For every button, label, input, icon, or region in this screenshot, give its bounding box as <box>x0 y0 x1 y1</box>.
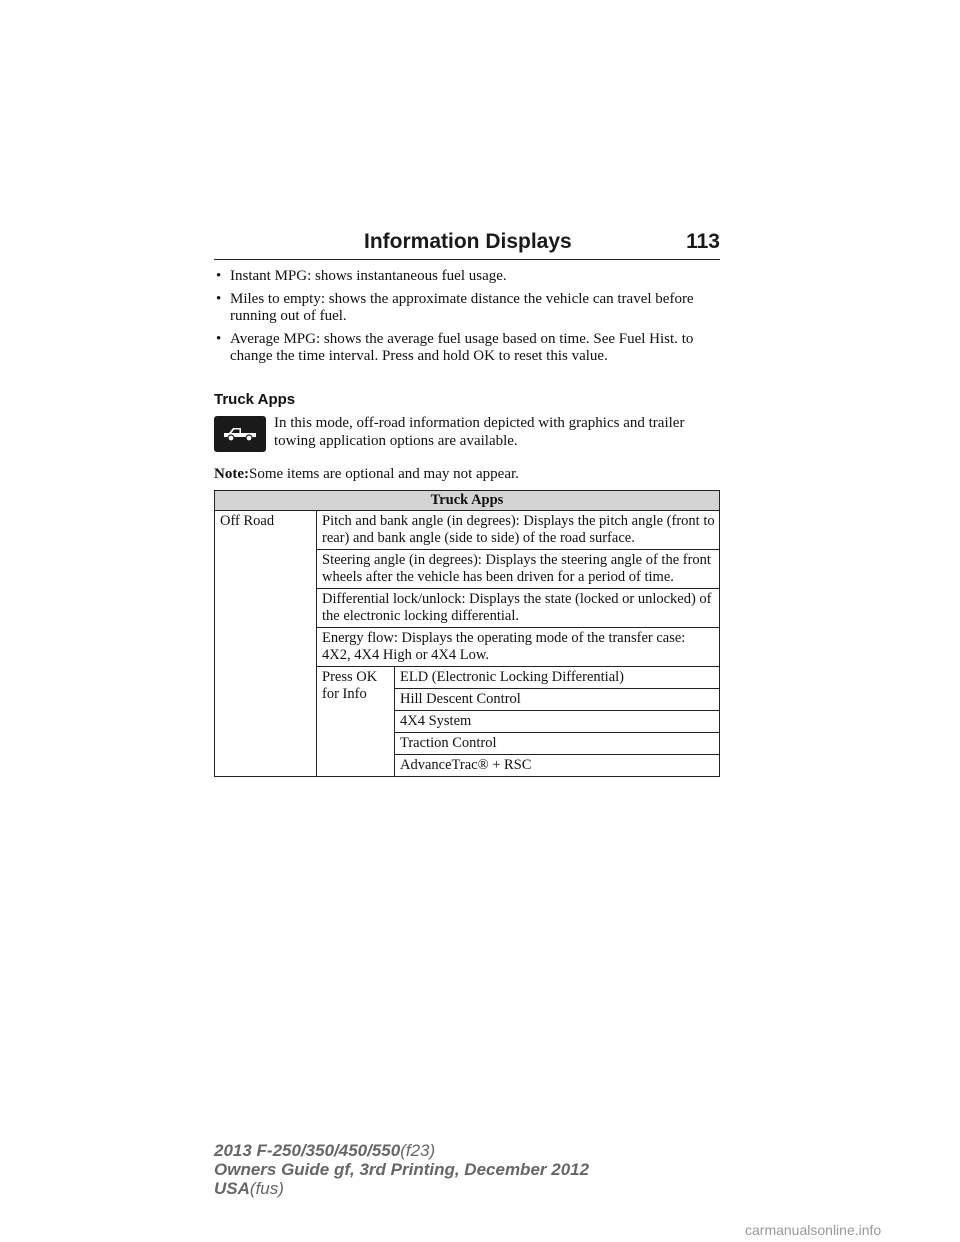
bullet-glyph: • <box>216 291 222 307</box>
page-number: 113 <box>686 230 720 253</box>
bullet-glyph: • <box>216 268 222 284</box>
footer-model-code: (f23) <box>400 1141 436 1160</box>
table-header: Truck Apps <box>215 491 720 511</box>
mode-description: In this mode, off-road information depicted with graphics and trailer towing application options are available. <box>274 415 685 449</box>
footer-line-1 <box>214 1141 589 1160</box>
footer-region-code: (fus) <box>249 1179 284 1198</box>
table-cell: Energy flow: Displays the operating mode of the transfer case: 4X2, 4X4 High or 4X4 Low. <box>317 628 720 667</box>
table-cell: Differential lock/unlock: Displays the state (locked or unlocked) of the electronic locking differential. <box>317 589 720 628</box>
list-item <box>216 291 726 325</box>
table-cell: Pitch and bank angle (in degrees): Displays the pitch angle (front to rear) and bank angle (side to side) of the road surface. <box>317 511 720 550</box>
note <box>214 466 519 483</box>
list-item-text: Instant MPG: shows instantaneous fuel usage. <box>230 268 507 284</box>
info-item: ELD (Electronic Locking Differential) <box>395 667 720 689</box>
info-item: AdvanceTrac® + RSC <box>395 755 720 777</box>
bullet-glyph: • <box>216 331 222 347</box>
list-item <box>216 268 726 285</box>
section-heading: Truck Apps <box>214 391 296 408</box>
truck-apps-table <box>214 490 720 777</box>
table-category: Off Road <box>215 511 317 777</box>
note-label: Note: <box>214 466 249 482</box>
page-header <box>214 230 720 260</box>
bullet-list <box>216 268 726 371</box>
note-text: Some items are optional and may not appear. <box>248 466 519 482</box>
info-item: Hill Descent Control <box>395 689 720 711</box>
page-title: Information Displays <box>364 230 572 253</box>
watermark: carmanualsonline.info <box>745 1222 882 1238</box>
footer <box>214 1141 589 1198</box>
info-item: 4X4 System <box>395 711 720 733</box>
table-row <box>215 511 720 550</box>
list-item-text: Miles to empty: shows the approximate distance the vehicle can travel before running out of fuel. <box>230 291 694 324</box>
list-item <box>216 331 726 365</box>
footer-line-3 <box>214 1179 589 1198</box>
list-item-text: Average MPG: shows the average fuel usage based on time. See Fuel Hist. to change the time interval. Press and hold OK to reset this value. <box>230 331 694 364</box>
footer-model: 2013 F-250/350/450/550 <box>214 1141 401 1160</box>
truck-icon <box>214 416 266 452</box>
footer-region: USA <box>214 1179 250 1198</box>
table-header-row <box>215 491 720 511</box>
footer-line-2: Owners Guide gf, 3rd Printing, December 2012 <box>214 1160 590 1179</box>
table-cell: Steering angle (in degrees): Displays the steering angle of the front wheels after the vehicle has been driven for a period of time. <box>317 550 720 589</box>
press-ok-label: Press OK for Info <box>317 667 395 777</box>
info-item: Traction Control <box>395 733 720 755</box>
